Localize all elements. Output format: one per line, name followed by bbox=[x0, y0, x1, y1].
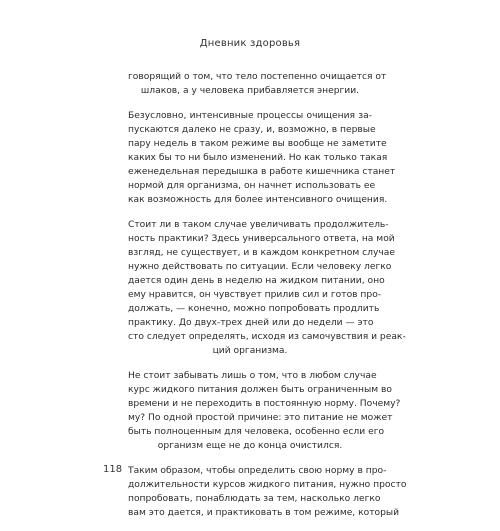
paragraph-1 bbox=[128, 70, 387, 98]
text-line: ций организма. bbox=[212, 346, 288, 356]
text-line: сто следует определять, исходя из самочувствия и реак- bbox=[128, 332, 406, 342]
text-line: еженедельная передышка в работе кишечника станет bbox=[128, 167, 396, 177]
text-line: пару недель в таком режиме вы вообще не заметите bbox=[128, 139, 387, 149]
text-line: взгляд, не существует, и в каждом конкретном случае bbox=[128, 248, 395, 258]
running-header: Дневник здоровья bbox=[199, 38, 301, 49]
paragraph-2 bbox=[128, 109, 396, 207]
text-line: дается один день в неделю на жидком питании, оно bbox=[128, 276, 385, 286]
text-line: ему нравится, он чувствует прилив сил и готов про- bbox=[128, 290, 382, 300]
text-line: должать, — конечно, можно попробовать продлить bbox=[128, 304, 380, 314]
text-line: му? По одной простой причине: это питание не может bbox=[128, 413, 393, 423]
page-number: 118 bbox=[103, 464, 123, 475]
text-line: курс жидкого питания должен быть ограниченным во bbox=[128, 385, 392, 395]
text-line: быть полноценным для человека, особенно если его bbox=[128, 427, 385, 437]
text-line: организм еще не до конца очистился. bbox=[157, 441, 343, 451]
text-line: говорящий о том, что тело постепенно очищается от bbox=[128, 72, 387, 82]
text-line: попробовать, понаблюдать за тем, насколько легко bbox=[128, 494, 381, 504]
text-line: каких бы то ни было изменений. Но как только такая bbox=[128, 153, 388, 163]
text-line: Безусловно, интенсивные процессы очищения за- bbox=[128, 111, 372, 121]
text-line: шлаков, а у человека прибавляется энергии. bbox=[140, 86, 360, 96]
text-line: вам это дается, и практиковать в том режиме, который bbox=[128, 508, 400, 518]
text-line: практику. До двух-трех дней или до недели — это bbox=[128, 318, 374, 328]
text-line: нужно действовать по ситуации. Если человеку легко bbox=[128, 262, 392, 272]
text-line: пускаются далеко не сразу, и, возможно, в первые bbox=[128, 125, 376, 135]
paragraph-4 bbox=[128, 369, 401, 453]
body-text bbox=[128, 70, 407, 531]
text-line: нормой для организма, он начнет использовать ее bbox=[128, 181, 376, 191]
text-line: ность практики? Здесь универсального ответа, на мой bbox=[128, 234, 395, 244]
text-line: Не стоит забывать лишь о том, что в любом случае bbox=[128, 371, 377, 381]
text-line: Стоит ли в таком случае увеличивать продолжитель- bbox=[128, 220, 389, 230]
text-line: как возможность для более интенсивного очищения. bbox=[128, 195, 388, 205]
text-line: должительности курсов жидкого питания, нужно просто bbox=[128, 480, 407, 490]
text-line: времени и не переходить в постоянную норму. Почему? bbox=[128, 399, 401, 409]
paragraph-3 bbox=[128, 218, 406, 358]
paragraph-5 bbox=[128, 464, 407, 520]
text-line: Таким образом, чтобы определить свою норму в про- bbox=[128, 466, 387, 476]
